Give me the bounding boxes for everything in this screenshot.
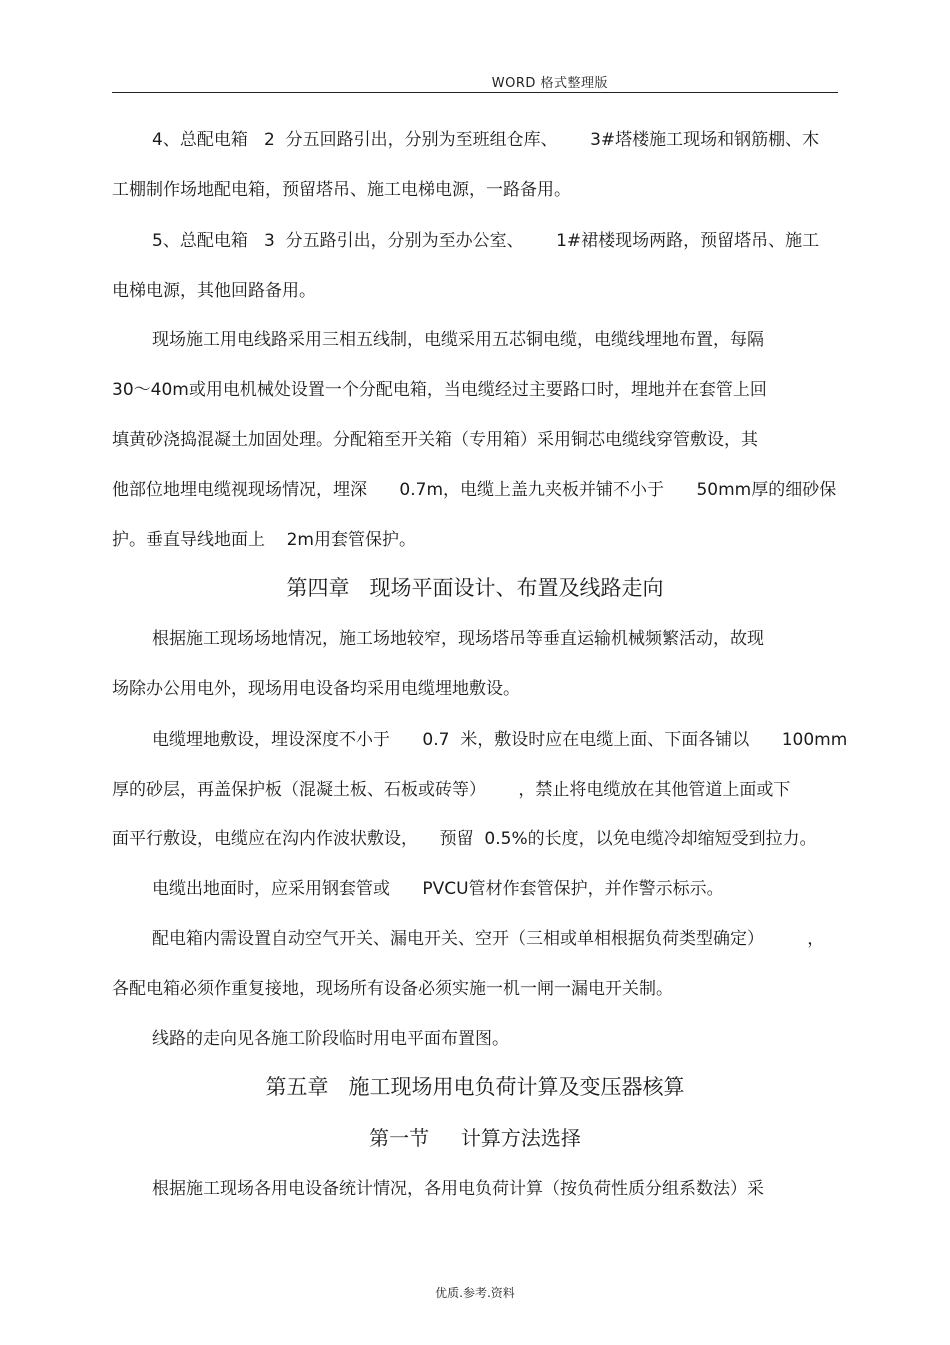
paragraph-line: 4、总配电箱 2 分五回路引出，分别为至班组仓库、 3#塔楼施工现场和钢筋棚、木 — [152, 130, 820, 150]
paragraph-line: 电梯电源，其他回路备用。 — [112, 281, 316, 301]
paragraph-line: 根据施工现场场地情况，施工场地较窄，现场塔吊等垂直运输机械频繁活动，故现 — [152, 629, 764, 649]
paragraph-line: 各配电箱必须作重复接地，现场所有设备必须实施一机一闸一漏电开关制。 — [112, 979, 673, 999]
header-title: WORD 格式整理版 — [491, 76, 608, 91]
paragraph-line: 场除办公用电外，现场用电设备均采用电缆埋地敷设。 — [112, 679, 520, 699]
paragraph-line: 工棚制作场地配电箱，预留塔吊、施工电梯电源，一路备用。 — [112, 180, 571, 200]
header-divider — [112, 92, 838, 93]
paragraph-line: 他部位地埋电缆视现场情况，埋深 0.7m，电缆上盖九夹板并铺不小于 50mm厚的细砂保 — [112, 480, 837, 500]
paragraph-line: 面平行敷设，电缆应在沟内作波状敷设， 预留 0.5%的长度，以免电缆冷却缩短受到拉力。 — [112, 829, 817, 849]
chapter-heading: 第五章 施工现场用电负荷计算及变压器核算 — [265, 1075, 685, 1099]
footer-text: 优质.参考.资料 — [435, 1286, 515, 1300]
paragraph-line: 现场施工用电线路采用三相五线制，电缆采用五芯铜电缆，电缆线埋地布置，每隔 — [152, 330, 764, 350]
paragraph-line: 电缆埋地敷设，埋设深度不小于 0.7 米，敷设时应在电缆上面、下面各铺以 100mm — [152, 730, 848, 750]
paragraph-line: 根据施工现场各用电设备统计情况，各用电负荷计算（按负荷性质分组系数法）采 — [152, 1179, 764, 1199]
section-heading: 第一节 计算方法选择 — [369, 1126, 581, 1150]
paragraph-line: 填黄砂浇捣混凝土加固处理。分配箱至开关箱（专用箱）采用铜芯电缆线穿管敷设，其 — [112, 430, 758, 450]
paragraph-line: 电缆出地面时，应采用钢套管或 PVCU管材作套管保护，并作警示标示。 — [152, 879, 724, 899]
paragraph-line: 5、总配电箱 3 分五路引出，分别为至办公室、 1#裙楼现场两路，预留塔吊、施工 — [152, 231, 820, 251]
paragraph-line: 厚的砂层，再盖保护板（混凝土板、石板或砖等） ，禁止将电缆放在其他管道上面或下 — [112, 780, 791, 800]
paragraph-line: 30～40m或用电机械处设置一个分配电箱，当电缆经过主要路口时，埋地并在套管上回 — [112, 380, 767, 400]
paragraph-line: 线路的走向见各施工阶段临时用电平面布置图。 — [152, 1029, 509, 1049]
paragraph-line: 配电箱内需设置自动空气开关、漏电开关、空开（三相或单相根据负荷类型确定） ， — [152, 929, 825, 949]
paragraph-line: 护。垂直导线地面上 2m用套管保护。 — [112, 530, 416, 550]
chapter-heading: 第四章 现场平面设计、布置及线路走向 — [286, 576, 664, 600]
